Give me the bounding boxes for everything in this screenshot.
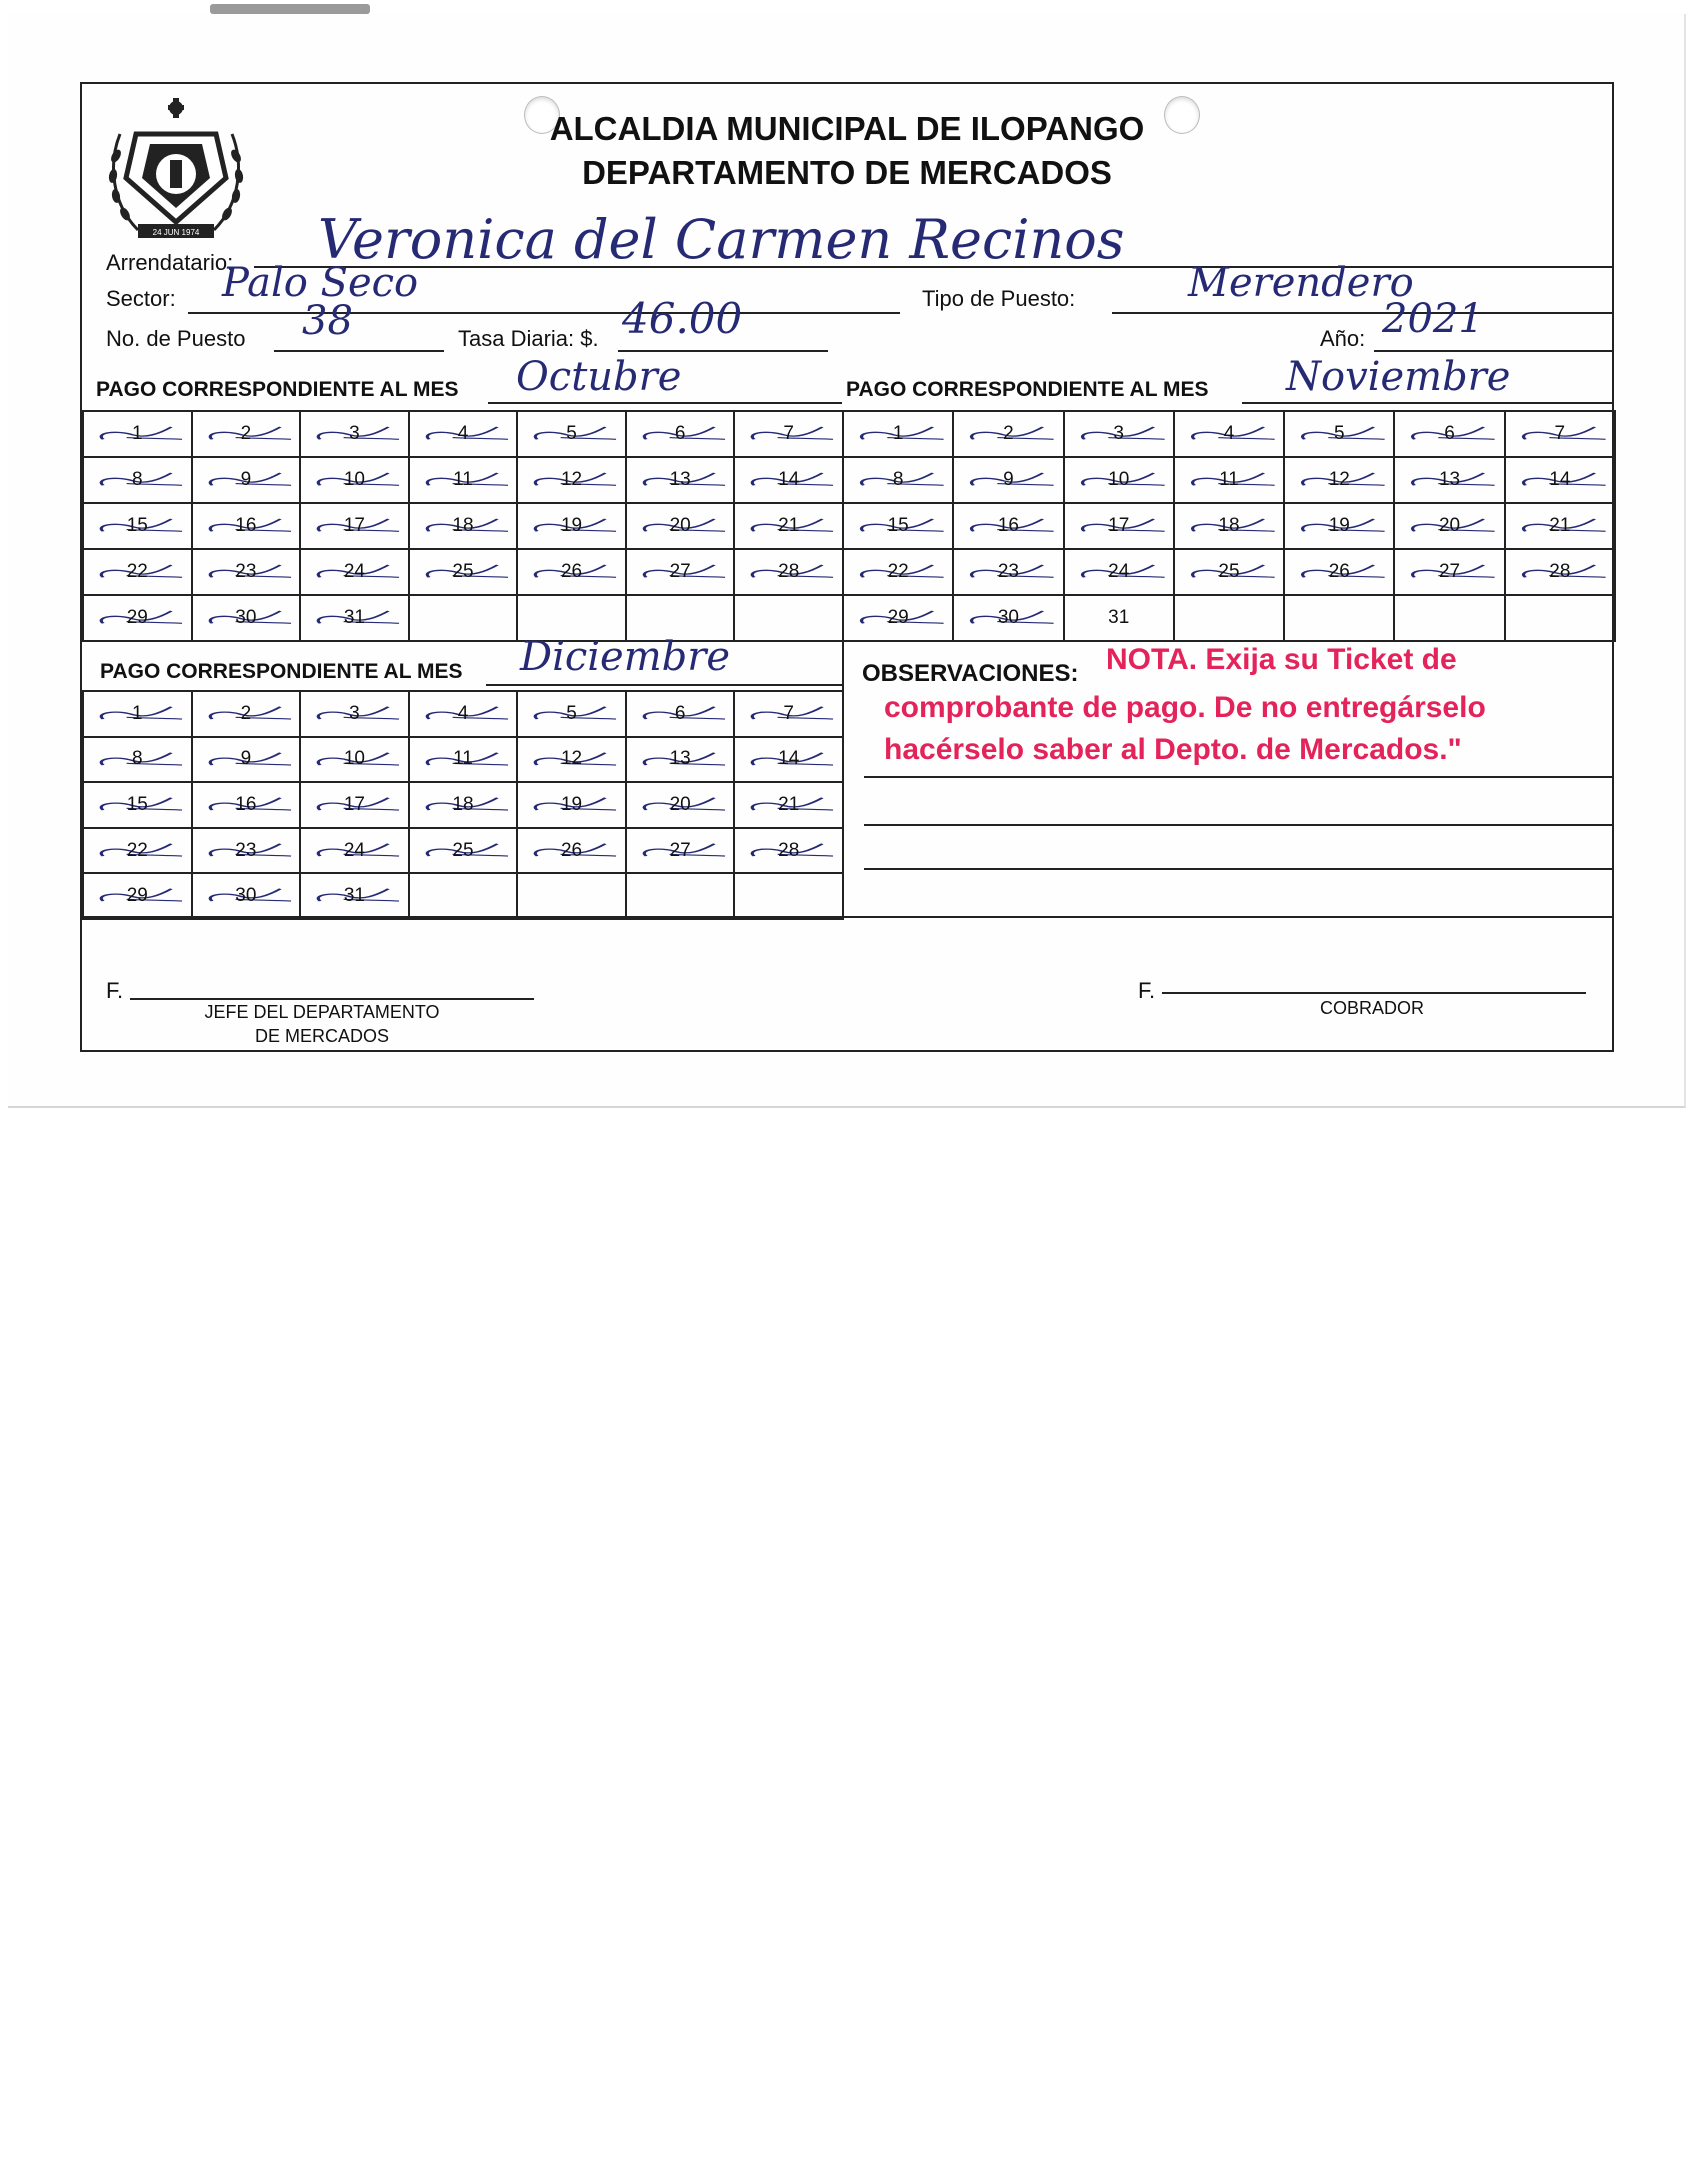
day-cell[interactable] <box>1065 458 1175 504</box>
day-number: 26 <box>1328 561 1350 582</box>
day-number: 17 <box>343 793 365 815</box>
day-cell[interactable] <box>735 783 844 829</box>
day-cell[interactable] <box>410 783 519 829</box>
day-number: 29 <box>126 885 148 907</box>
day-number: 21 <box>1549 515 1571 536</box>
day-cell[interactable] <box>1395 550 1505 596</box>
day-cell[interactable] <box>518 550 627 596</box>
day-cell[interactable] <box>954 550 1064 596</box>
day-cell[interactable] <box>84 829 193 875</box>
day-number: 12 <box>1328 469 1350 490</box>
day-number: 4 <box>457 423 469 444</box>
day-cell[interactable] <box>1395 596 1505 642</box>
day-cell[interactable] <box>518 504 627 550</box>
day-cell[interactable] <box>1506 412 1616 458</box>
tasa-underline <box>618 350 828 352</box>
day-cell[interactable] <box>301 738 410 784</box>
day-cell[interactable] <box>627 412 736 458</box>
day-number: 7 <box>1554 423 1566 444</box>
day-cell[interactable] <box>1175 412 1285 458</box>
day-number: 18 <box>452 793 474 815</box>
day-cell[interactable] <box>954 458 1064 504</box>
sector-value[interactable]: Palo Seco <box>222 260 419 306</box>
day-cell[interactable] <box>193 412 302 458</box>
month-value-diciembre[interactable]: Diciembre <box>520 634 731 680</box>
day-cell[interactable] <box>193 458 302 504</box>
signature-line-cobrador[interactable] <box>1162 992 1586 994</box>
day-number: 1 <box>131 702 143 724</box>
signature-top-rule <box>82 916 1614 918</box>
day-cell[interactable] <box>193 504 302 550</box>
month-value-octubre[interactable]: Octubre <box>516 354 682 400</box>
day-cell[interactable] <box>627 738 736 784</box>
day-cell[interactable] <box>1506 458 1616 504</box>
day-cell[interactable] <box>84 412 193 458</box>
day-number: 11 <box>453 469 473 490</box>
day-cell[interactable] <box>301 829 410 875</box>
day-number: 6 <box>674 702 686 724</box>
nota-line-2: comprobante de pago. De no entregárselo <box>884 691 1486 724</box>
day-cell[interactable] <box>84 692 193 738</box>
signature-prefix-right: F. <box>1138 978 1156 1003</box>
day-number: 19 <box>560 515 583 536</box>
month-label: PAGO CORRESPONDIENTE AL MES <box>100 660 463 683</box>
day-number: 10 <box>1108 469 1130 490</box>
title-line-1: ALCALDIA MUNICIPAL DE ILOPANGO <box>549 110 1145 147</box>
arrendatario-value[interactable]: Veronica del Carmen Recinos <box>318 208 1125 271</box>
day-cell[interactable] <box>735 550 844 596</box>
day-cell[interactable] <box>954 504 1064 550</box>
day-cell[interactable] <box>84 458 193 504</box>
day-number: 28 <box>778 561 800 582</box>
day-cell[interactable] <box>735 596 844 642</box>
day-number: 24 <box>343 561 365 582</box>
day-number: 6 <box>1444 423 1455 444</box>
days-grid-noviembre <box>842 410 1616 642</box>
day-cell[interactable] <box>627 692 736 738</box>
signature-caption-jefe: JEFE DEL DEPARTAMENTO DE MERCADOS <box>204 1002 440 1046</box>
day-cell[interactable] <box>410 458 519 504</box>
day-number: 2 <box>240 423 252 444</box>
day-number: 31 <box>343 607 365 628</box>
month-title-noviembre <box>846 378 1209 402</box>
day-number: 30 <box>235 885 257 907</box>
day-number: 17 <box>1108 515 1130 536</box>
day-number: 12 <box>560 469 583 490</box>
day-number: 11 <box>453 748 473 770</box>
day-cell[interactable] <box>410 692 519 738</box>
day-number: 1 <box>892 423 904 444</box>
day-cell[interactable] <box>627 458 736 504</box>
nota-line-1: NOTA. Exija su Ticket de <box>1106 643 1457 676</box>
day-number: 25 <box>452 561 474 582</box>
day-number: 22 <box>887 561 909 582</box>
month-underline-noviembre <box>1242 402 1614 404</box>
day-cell[interactable] <box>844 596 954 642</box>
day-cell[interactable] <box>844 458 954 504</box>
day-cell[interactable] <box>193 829 302 875</box>
day-number: 29 <box>126 607 148 628</box>
seal-date: 24 JUN 1974 <box>152 228 200 237</box>
day-number: 14 <box>778 748 800 770</box>
day-cell[interactable] <box>193 550 302 596</box>
day-number: 3 <box>1113 423 1124 444</box>
day-number: 24 <box>343 839 365 861</box>
day-cell[interactable] <box>627 783 736 829</box>
day-number: 10 <box>343 748 365 770</box>
day-number: 6 <box>674 423 686 444</box>
day-cell[interactable] <box>1175 550 1285 596</box>
day-cell[interactable] <box>301 874 410 920</box>
tipo-puesto-value[interactable]: Merendero <box>1188 260 1414 306</box>
day-cell[interactable] <box>735 412 844 458</box>
day-number: 20 <box>669 793 691 815</box>
days-grid-diciembre <box>82 690 844 920</box>
day-number: 31 <box>343 885 365 907</box>
day-cell[interactable] <box>410 829 519 875</box>
month-label: PAGO CORRESPONDIENTE AL MES <box>846 378 1209 401</box>
puesto-label: No. de Puesto <box>106 326 246 351</box>
tipo-puesto-label: Tipo de Puesto: <box>922 286 1076 311</box>
day-cell[interactable] <box>301 504 410 550</box>
day-cell[interactable] <box>735 458 844 504</box>
day-number: 5 <box>566 702 577 724</box>
day-cell[interactable] <box>84 874 193 920</box>
day-cell[interactable] <box>193 874 302 920</box>
day-number: 1 <box>131 423 143 444</box>
observaciones-line <box>864 824 1614 826</box>
day-number: 8 <box>131 469 143 490</box>
day-cell[interactable] <box>844 412 954 458</box>
day-number: 21 <box>778 793 800 815</box>
day-cell[interactable] <box>84 738 193 784</box>
sector-underline <box>188 312 900 314</box>
day-number: 22 <box>126 839 148 861</box>
day-cell[interactable] <box>301 458 410 504</box>
day-number: 9 <box>240 748 252 770</box>
day-cell[interactable] <box>1395 458 1505 504</box>
day-cell[interactable] <box>193 596 302 642</box>
day-number: 22 <box>126 561 148 582</box>
month-underline-octubre <box>488 402 842 404</box>
day-cell[interactable] <box>1285 412 1395 458</box>
observaciones-line <box>864 868 1614 870</box>
day-number: 25 <box>452 839 474 861</box>
day-number: 20 <box>1438 515 1461 536</box>
day-cell[interactable] <box>84 596 193 642</box>
day-cell[interactable] <box>518 874 627 920</box>
day-number: 28 <box>778 839 800 861</box>
day-number: 15 <box>126 515 148 536</box>
paper-edge-mark <box>210 4 370 14</box>
day-cell[interactable] <box>193 783 302 829</box>
day-number: 8 <box>131 748 143 770</box>
day-cell[interactable] <box>1175 504 1285 550</box>
day-number: 3 <box>349 702 360 724</box>
day-cell[interactable] <box>193 738 302 784</box>
sector-label: Sector: <box>106 286 176 311</box>
day-cell[interactable] <box>1285 550 1395 596</box>
day-number: 2 <box>1003 423 1014 444</box>
puesto-value[interactable]: 38 <box>302 298 353 344</box>
day-number: 16 <box>997 515 1019 536</box>
day-cell[interactable] <box>410 874 519 920</box>
day-number: 30 <box>997 607 1019 628</box>
day-number: 4 <box>1223 423 1235 444</box>
day-number: 13 <box>1438 469 1461 490</box>
tipo-puesto-underline <box>1112 312 1614 314</box>
day-cell[interactable] <box>844 504 954 550</box>
observaciones-divider <box>842 640 844 918</box>
tasa-value[interactable]: 46.00 <box>622 294 743 343</box>
day-cell[interactable] <box>844 550 954 596</box>
signature-caption-cobrador: COBRADOR <box>1319 998 1424 1018</box>
day-cell[interactable] <box>1506 504 1616 550</box>
day-cell[interactable] <box>1285 504 1395 550</box>
day-number: 15 <box>887 515 909 536</box>
day-number: 27 <box>669 561 691 582</box>
day-number: 27 <box>669 839 691 861</box>
day-cell[interactable] <box>301 550 410 596</box>
day-cell[interactable] <box>410 596 519 642</box>
day-number: 4 <box>457 702 469 724</box>
day-number: 13 <box>669 748 691 770</box>
day-cell[interactable] <box>193 692 302 738</box>
day-cell[interactable] <box>84 504 193 550</box>
anio-rule <box>1374 350 1614 352</box>
month-title-octubre <box>96 378 459 402</box>
day-cell[interactable] <box>1065 412 1175 458</box>
day-number: 25 <box>1218 561 1240 582</box>
day-number: 2 <box>240 702 252 724</box>
day-cell[interactable] <box>1065 550 1175 596</box>
day-number: 18 <box>1218 515 1240 536</box>
day-cell[interactable] <box>1285 596 1395 642</box>
day-cell[interactable] <box>735 692 844 738</box>
day-cell[interactable] <box>954 596 1064 642</box>
day-number: 23 <box>997 561 1019 582</box>
day-cell[interactable] <box>1065 504 1175 550</box>
signature-prefix-left: F. <box>106 978 124 1003</box>
day-cell[interactable] <box>627 550 736 596</box>
puesto-underline <box>274 350 444 352</box>
nota-line-3: hacérselo saber al Depto. de Mercados." <box>884 733 1462 766</box>
day-number: 8 <box>892 469 904 490</box>
day-cell[interactable] <box>627 829 736 875</box>
day-number: 18 <box>452 515 474 536</box>
day-cell[interactable] <box>410 412 519 458</box>
title-line-2: DEPARTAMENTO DE MERCADOS <box>582 154 1112 191</box>
day-number: 19 <box>1328 515 1350 536</box>
day-number: 16 <box>235 515 257 536</box>
day-number: 30 <box>235 607 257 628</box>
day-number: 27 <box>1438 561 1461 582</box>
day-number: 5 <box>566 423 577 444</box>
anio-label: Año: <box>1320 326 1366 351</box>
month-underline-diciembre <box>486 684 842 686</box>
day-number: 31 <box>1108 607 1130 628</box>
day-cell[interactable] <box>1395 412 1505 458</box>
day-cell[interactable] <box>410 738 519 784</box>
day-number: 7 <box>783 423 794 444</box>
day-cell[interactable] <box>518 738 627 784</box>
day-number: 5 <box>1333 423 1345 444</box>
day-number: 14 <box>1549 469 1571 490</box>
day-cell[interactable] <box>518 412 627 458</box>
day-number: 29 <box>887 607 909 628</box>
day-cell[interactable] <box>518 692 627 738</box>
day-cell[interactable] <box>518 458 627 504</box>
month-title-diciembre <box>100 660 463 684</box>
day-cell[interactable] <box>1175 458 1285 504</box>
day-cell[interactable] <box>735 504 844 550</box>
day-cell[interactable] <box>301 692 410 738</box>
day-number: 14 <box>778 469 800 490</box>
day-number: 17 <box>343 515 365 536</box>
day-number: 19 <box>560 793 583 815</box>
day-number: 23 <box>235 839 257 861</box>
day-cell[interactable] <box>410 504 519 550</box>
day-cell[interactable] <box>301 412 410 458</box>
day-cell[interactable] <box>301 783 410 829</box>
observaciones-line <box>864 776 1614 778</box>
day-number: 9 <box>240 469 252 490</box>
day-cell[interactable] <box>301 596 410 642</box>
day-cell[interactable] <box>627 504 736 550</box>
month-label: PAGO CORRESPONDIENTE AL MES <box>96 378 459 401</box>
day-number: 15 <box>126 793 148 815</box>
day-cell[interactable] <box>954 412 1064 458</box>
day-cell[interactable] <box>518 829 627 875</box>
tasa-label: Tasa Diaria: $. <box>458 326 599 351</box>
day-cell[interactable] <box>735 738 844 784</box>
day-number: 24 <box>1108 561 1130 582</box>
day-number: 11 <box>1219 469 1239 490</box>
arrendatario-label: Arrendatario: <box>106 250 234 275</box>
day-cell[interactable] <box>735 829 844 875</box>
day-cell[interactable] <box>1506 596 1616 642</box>
day-cell[interactable] <box>1395 504 1505 550</box>
day-cell[interactable] <box>1065 596 1175 642</box>
day-number: 9 <box>1003 469 1014 490</box>
day-number: 28 <box>1549 561 1571 582</box>
anio-value[interactable]: 2021 <box>1382 296 1484 342</box>
day-cell[interactable] <box>410 550 519 596</box>
day-number: 13 <box>669 469 691 490</box>
day-cell[interactable] <box>518 783 627 829</box>
days-grid-octubre <box>82 410 844 642</box>
day-number: 10 <box>343 469 365 490</box>
day-cell[interactable] <box>84 550 193 596</box>
day-cell[interactable] <box>1285 458 1395 504</box>
day-cell[interactable] <box>627 874 736 920</box>
day-number: 20 <box>669 515 691 536</box>
day-number: 16 <box>235 793 257 815</box>
day-number: 26 <box>560 839 583 861</box>
day-number: 21 <box>778 515 800 536</box>
day-number: 12 <box>560 748 583 770</box>
day-cell[interactable] <box>1175 596 1285 642</box>
observaciones-label: OBSERVACIONES: <box>862 660 1079 687</box>
month-value-noviembre[interactable]: Noviembre <box>1286 354 1511 400</box>
day-number: 26 <box>560 561 583 582</box>
day-number: 7 <box>783 702 794 724</box>
day-number: 3 <box>349 423 360 444</box>
day-cell[interactable] <box>84 783 193 829</box>
day-cell[interactable] <box>735 874 844 920</box>
day-cell[interactable] <box>1506 550 1616 596</box>
market-payment-form <box>80 82 1614 1052</box>
day-number: 23 <box>235 561 257 582</box>
